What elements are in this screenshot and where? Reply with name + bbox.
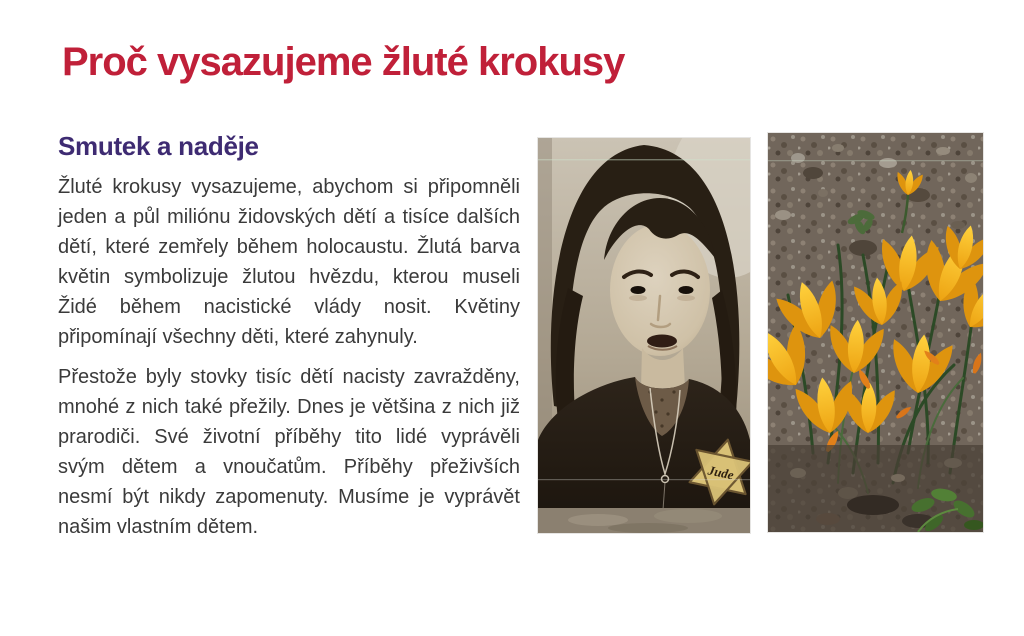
jude-star-label: Jude bbox=[706, 462, 736, 483]
girl-portrait-illustration bbox=[538, 138, 750, 533]
page-title: Proč vysazujeme žluté krokusy bbox=[62, 40, 625, 84]
paragraph-remembrance: Žluté krokusy vysazujeme, abychom si připomněli jeden a půl miliónu židovských dětí a tisíce dalších dětí, které zemřely během holocaustu. Žlutá barva květin symbolizuje žlutou hvězdu, kterou museli Židé během nacistické vlády nosit. Květiny připomínají všechny děti, které zahynuly. bbox=[58, 176, 520, 348]
paragraph-survivors: Přestože byly stovky tisíc dětí nacisty zavražděny, mnohé z nich také přežily. Dnes je většina z nich již prarodiči. Své životní příběhy tito lidé vyprávěli svým dětem a vnoučatům. Příběhy přeživších nesmí být nikdy zapomenuty. Musíme je vyprávět našim vlastním dětem. bbox=[58, 366, 520, 538]
section-heading: Smutek a naděje bbox=[58, 131, 259, 161]
girl-portrait-photo bbox=[538, 138, 750, 533]
crocus-photo bbox=[768, 133, 983, 532]
crocus-illustration bbox=[768, 133, 983, 532]
